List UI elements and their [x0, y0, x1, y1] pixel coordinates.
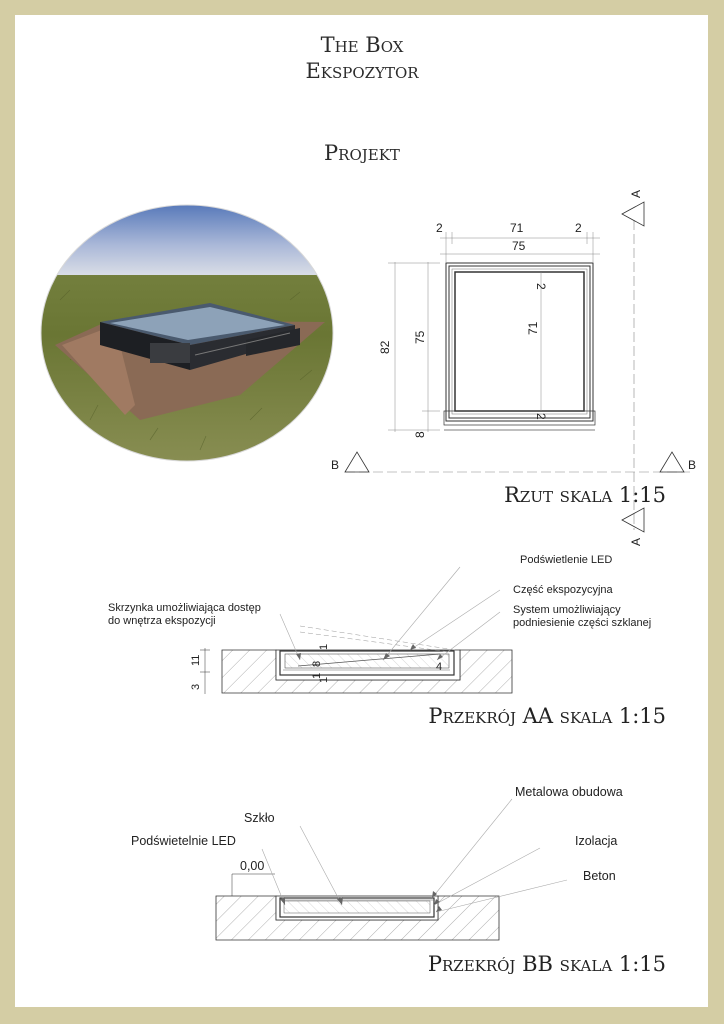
dim-bottom-left: 8 — [413, 431, 427, 438]
section-title: Projekt — [324, 141, 400, 165]
aa-dim-3: 3 — [190, 683, 202, 690]
bb-label-level: 0,00 — [240, 859, 265, 873]
render-illustration — [40, 200, 340, 470]
section-aa-drawing — [200, 567, 512, 694]
aa-dim-8: 8 — [311, 660, 323, 667]
aa-dim-1c: 1 — [318, 676, 330, 683]
aa-dim-4: 4 — [436, 661, 443, 673]
marker-b-right: B — [688, 458, 697, 472]
dim-overall-width: 75 — [512, 239, 526, 253]
aa-dim-1a: 1 — [318, 643, 330, 650]
title-line-2: Ekspozytor — [305, 59, 419, 83]
dim-side-bottom: 2 — [534, 413, 548, 420]
section-bb-caption: Przekrój BB skala 1:15 — [427, 952, 666, 976]
dim-top-right: 2 — [575, 221, 582, 235]
aa-label-box-2: do wnętrza ekspozycji — [108, 615, 216, 627]
section-aa-caption: Przekrój AA skala 1:15 — [428, 704, 666, 728]
aa-dim-11: 11 — [190, 654, 202, 666]
bb-label-insulation: Izolacja — [575, 834, 618, 848]
aa-label-system-2: podniesienie części szklanej — [513, 617, 652, 629]
dim-side-top: 2 — [534, 283, 548, 290]
aa-label-box-1: Skrzynka umożliwiająca dostęp — [108, 602, 261, 614]
dim-top-middle: 71 — [510, 221, 524, 235]
title-line-1: The Box — [320, 33, 404, 57]
aa-label-system-1: System umożliwiający — [513, 604, 621, 616]
bb-label-led: Podświetelnie LED — [131, 834, 236, 848]
dim-center-vertical: 71 — [526, 321, 540, 335]
bb-label-concrete: Beton — [583, 869, 616, 883]
aa-label-led: Podświetlenie LED — [520, 554, 613, 566]
marker-a-bottom: A — [629, 537, 643, 546]
dim-inner-height: 75 — [413, 330, 427, 344]
dim-overall-height: 82 — [378, 340, 392, 354]
plan-caption: Rzut skala 1:15 — [504, 483, 666, 507]
bb-label-metal: Metalowa obudowa — [515, 785, 623, 799]
marker-b-left: B — [331, 458, 340, 472]
aa-label-exhibit: Część ekspozycyjna — [513, 584, 613, 596]
aa-dim-1b: 1 — [311, 672, 323, 679]
marker-a-top: A — [629, 189, 643, 198]
bb-label-glass: Szkło — [244, 811, 275, 825]
dim-top-left: 2 — [436, 221, 443, 235]
